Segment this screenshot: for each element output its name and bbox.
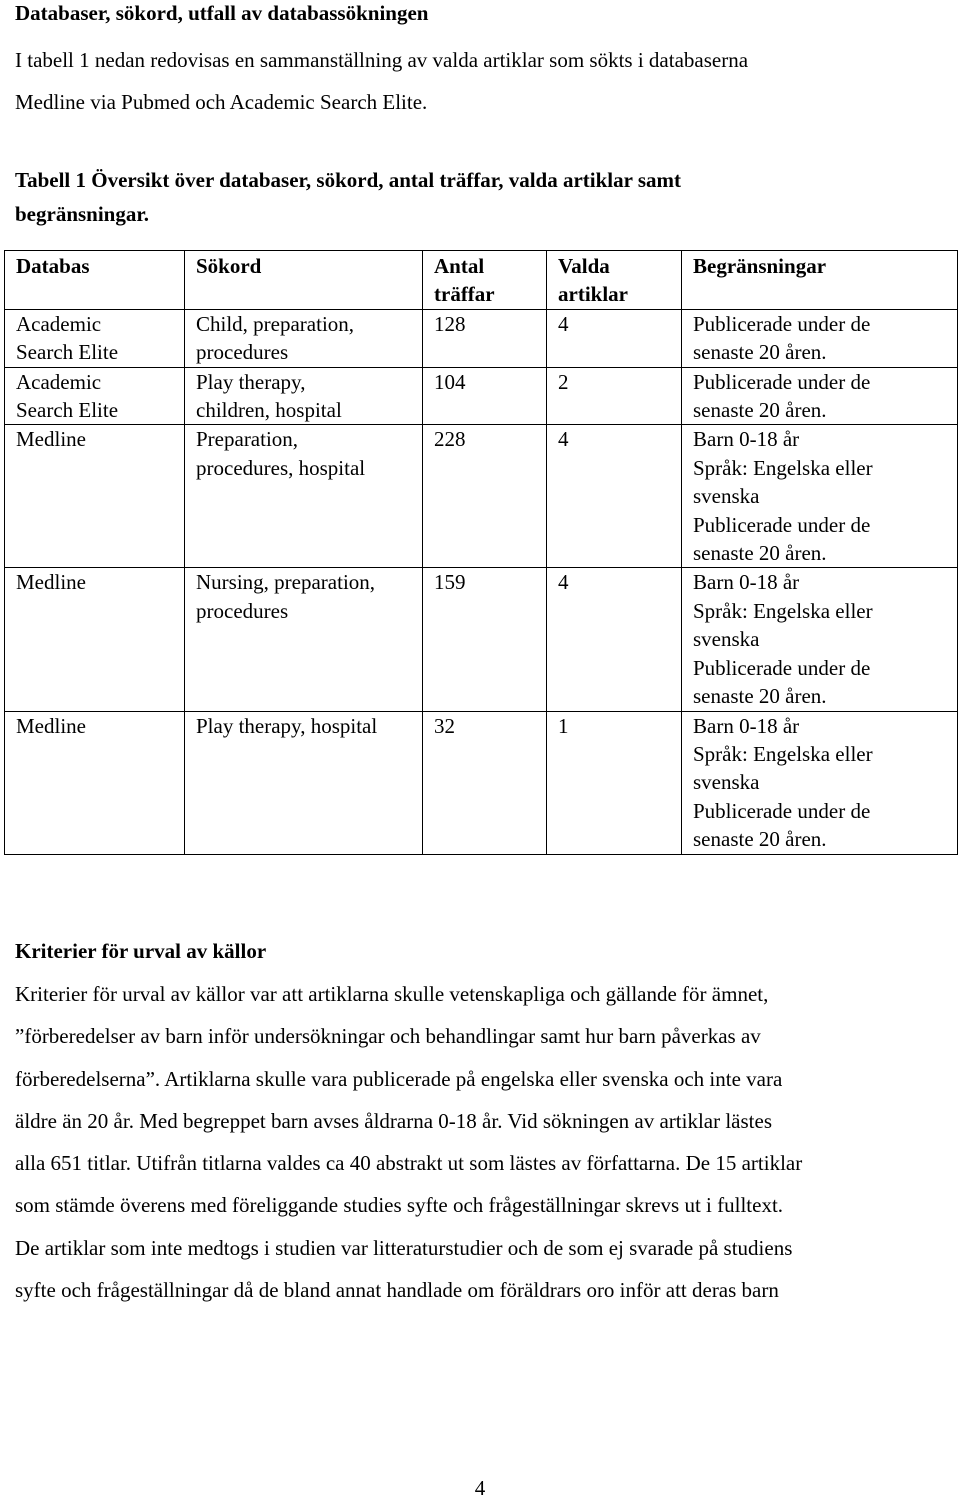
- cell-line: procedures: [196, 340, 289, 365]
- paragraph-line: Kriterier för urval av källor var att artiklarna skulle vetenskapliga och gällande för ämnet,: [15, 982, 769, 1006]
- table-caption: [15, 163, 945, 231]
- cell-line: 228: [434, 427, 466, 452]
- cell-sokord: [185, 711, 423, 854]
- cell-databas: [5, 568, 185, 711]
- cell-line: Search Elite: [16, 340, 119, 365]
- header-text: artiklar: [558, 282, 628, 307]
- table-row: [5, 309, 958, 367]
- cell-begransningar: [682, 711, 958, 854]
- table-row: [5, 367, 958, 425]
- cell-line: Academic: [16, 311, 102, 336]
- intro-line: Medline via Pubmed och Academic Search Elite.: [15, 90, 428, 114]
- cell-valda: [547, 711, 682, 854]
- cell-line: Publicerade under de: [693, 369, 871, 394]
- cell-line: procedures: [196, 598, 289, 623]
- paragraph-line: De artiklar som inte medtogs i studien var litteraturstudier och de som ej svarade på studiens: [15, 1235, 793, 1260]
- cell-line: Barn 0-18 år: [693, 570, 800, 595]
- header-sokord: [185, 251, 423, 310]
- cell-databas: [5, 309, 185, 367]
- paragraph-line: förberedelserna”. Artiklarna skulle vara publicerade på engelska eller svenska och inte vara: [15, 1066, 783, 1091]
- cell-line: svenska: [693, 627, 760, 652]
- cell-line: Medline: [16, 713, 86, 738]
- cell-line: 32: [434, 713, 455, 738]
- cell-antal: [423, 568, 547, 711]
- cell-line: procedures, hospital: [196, 455, 366, 480]
- cell-line: Språk: Engelska eller: [693, 741, 873, 766]
- cell-line: Barn 0-18 år: [693, 713, 800, 738]
- header-begransningar: [682, 251, 958, 310]
- cell-line: Medline: [16, 570, 86, 595]
- cell-line: 4: [558, 570, 569, 595]
- page-number: 4: [474, 1476, 486, 1500]
- cell-line: senaste 20 åren.: [693, 541, 827, 566]
- cell-valda: [547, 367, 682, 425]
- cell-line: Språk: Engelska eller: [693, 455, 873, 480]
- cell-databas: [5, 711, 185, 854]
- intro-paragraph: [15, 39, 945, 123]
- cell-line: Child, preparation,: [196, 311, 355, 336]
- cell-databas: [5, 367, 185, 425]
- header-text: Antal: [434, 254, 485, 278]
- cell-line: Play therapy,: [196, 369, 306, 394]
- cell-line: 1: [558, 713, 569, 738]
- table-row: [5, 425, 958, 568]
- cell-sokord: [185, 309, 423, 367]
- table-header-row: [5, 251, 958, 310]
- cell-line: Search Elite: [16, 398, 119, 423]
- cell-line: svenska: [693, 770, 760, 795]
- cell-line: 104: [434, 369, 466, 394]
- cell-valda: [547, 425, 682, 568]
- section-heading-criteria: Kriterier för urval av källor: [15, 939, 267, 963]
- cell-line: senaste 20 åren.: [693, 340, 827, 365]
- cell-line: Academic: [16, 369, 102, 394]
- cell-sokord: [185, 425, 423, 568]
- cell-line: children, hospital: [196, 398, 342, 423]
- header-valda-artiklar: [547, 251, 682, 310]
- cell-antal: [423, 711, 547, 854]
- header-text: Valda: [558, 254, 610, 278]
- cell-line: 128: [434, 311, 466, 336]
- cell-begransningar: [682, 568, 958, 711]
- cell-line: 4: [558, 311, 569, 336]
- cell-line: svenska: [693, 484, 760, 509]
- cell-line: Preparation,: [196, 427, 299, 452]
- cell-antal: [423, 367, 547, 425]
- cell-valda: [547, 309, 682, 367]
- paragraph-line: alla 651 titlar. Utifrån titlarna valdes ca 40 abstrakt ut som lästes av författarna. De 15 artiklar: [15, 1151, 803, 1176]
- cell-line: senaste 20 åren.: [693, 398, 827, 423]
- cell-line: 4: [558, 427, 569, 452]
- cell-begransningar: [682, 425, 958, 568]
- cell-sokord: [185, 568, 423, 711]
- paragraph-line: äldre än 20 år. Med begreppet barn avses åldrarna 0-18 år. Vid sökningen av artiklar lästes: [15, 1108, 773, 1133]
- cell-begransningar: [682, 367, 958, 425]
- cell-databas: [5, 425, 185, 568]
- cell-line: Publicerade under de: [693, 798, 871, 823]
- criteria-paragraph: [15, 973, 945, 1311]
- paragraph-line: ”förberedelser av barn inför undersökningar och behandlingar samt hur barn påverkas av: [15, 1024, 761, 1049]
- search-results-table: [4, 250, 958, 855]
- cell-antal: [423, 309, 547, 367]
- paragraph-line: som stämde överens med föreliggande studies syfte och frågeställningar skrevs ut i fulltext.: [15, 1193, 784, 1218]
- cell-line: 159: [434, 570, 466, 595]
- cell-line: senaste 20 åren.: [693, 684, 827, 709]
- paragraph-line: syfte och frågeställningar då de bland annat handlade om föräldrars oro inför att deras barn: [15, 1278, 779, 1303]
- section-heading-databases: Databaser, sökord, utfall av databassökningen: [15, 1, 429, 25]
- header-text: Begränsningar: [693, 254, 827, 278]
- cell-line: senaste 20 åren.: [693, 827, 827, 852]
- cell-line: Språk: Engelska eller: [693, 598, 873, 623]
- header-text: träffar: [434, 282, 495, 307]
- cell-line: Barn 0-18 år: [693, 427, 800, 452]
- header-antal-traffar: [423, 251, 547, 310]
- intro-line: I tabell 1 nedan redovisas en sammanställning av valda artiklar som sökts i databaserna: [15, 48, 749, 72]
- cell-line: Publicerade under de: [693, 311, 871, 336]
- cell-begransningar: [682, 309, 958, 367]
- table-row: [5, 568, 958, 711]
- cell-valda: [547, 568, 682, 711]
- cell-line: Publicerade under de: [693, 512, 871, 537]
- table-row: [5, 711, 958, 854]
- header-databas: [5, 251, 185, 310]
- caption-line: begränsningar.: [15, 202, 150, 226]
- cell-antal: [423, 425, 547, 568]
- header-text: Sökord: [196, 254, 262, 278]
- cell-line: 2: [558, 369, 569, 394]
- cell-line: Nursing, preparation,: [196, 570, 376, 595]
- cell-line: Medline: [16, 427, 86, 452]
- caption-line: Tabell 1 Översikt över databaser, sökord, antal träffar, valda artiklar samt: [15, 168, 681, 192]
- cell-line: Publicerade under de: [693, 655, 871, 680]
- cell-sokord: [185, 367, 423, 425]
- header-text: Databas: [16, 254, 90, 278]
- cell-line: Play therapy, hospital: [196, 713, 378, 738]
